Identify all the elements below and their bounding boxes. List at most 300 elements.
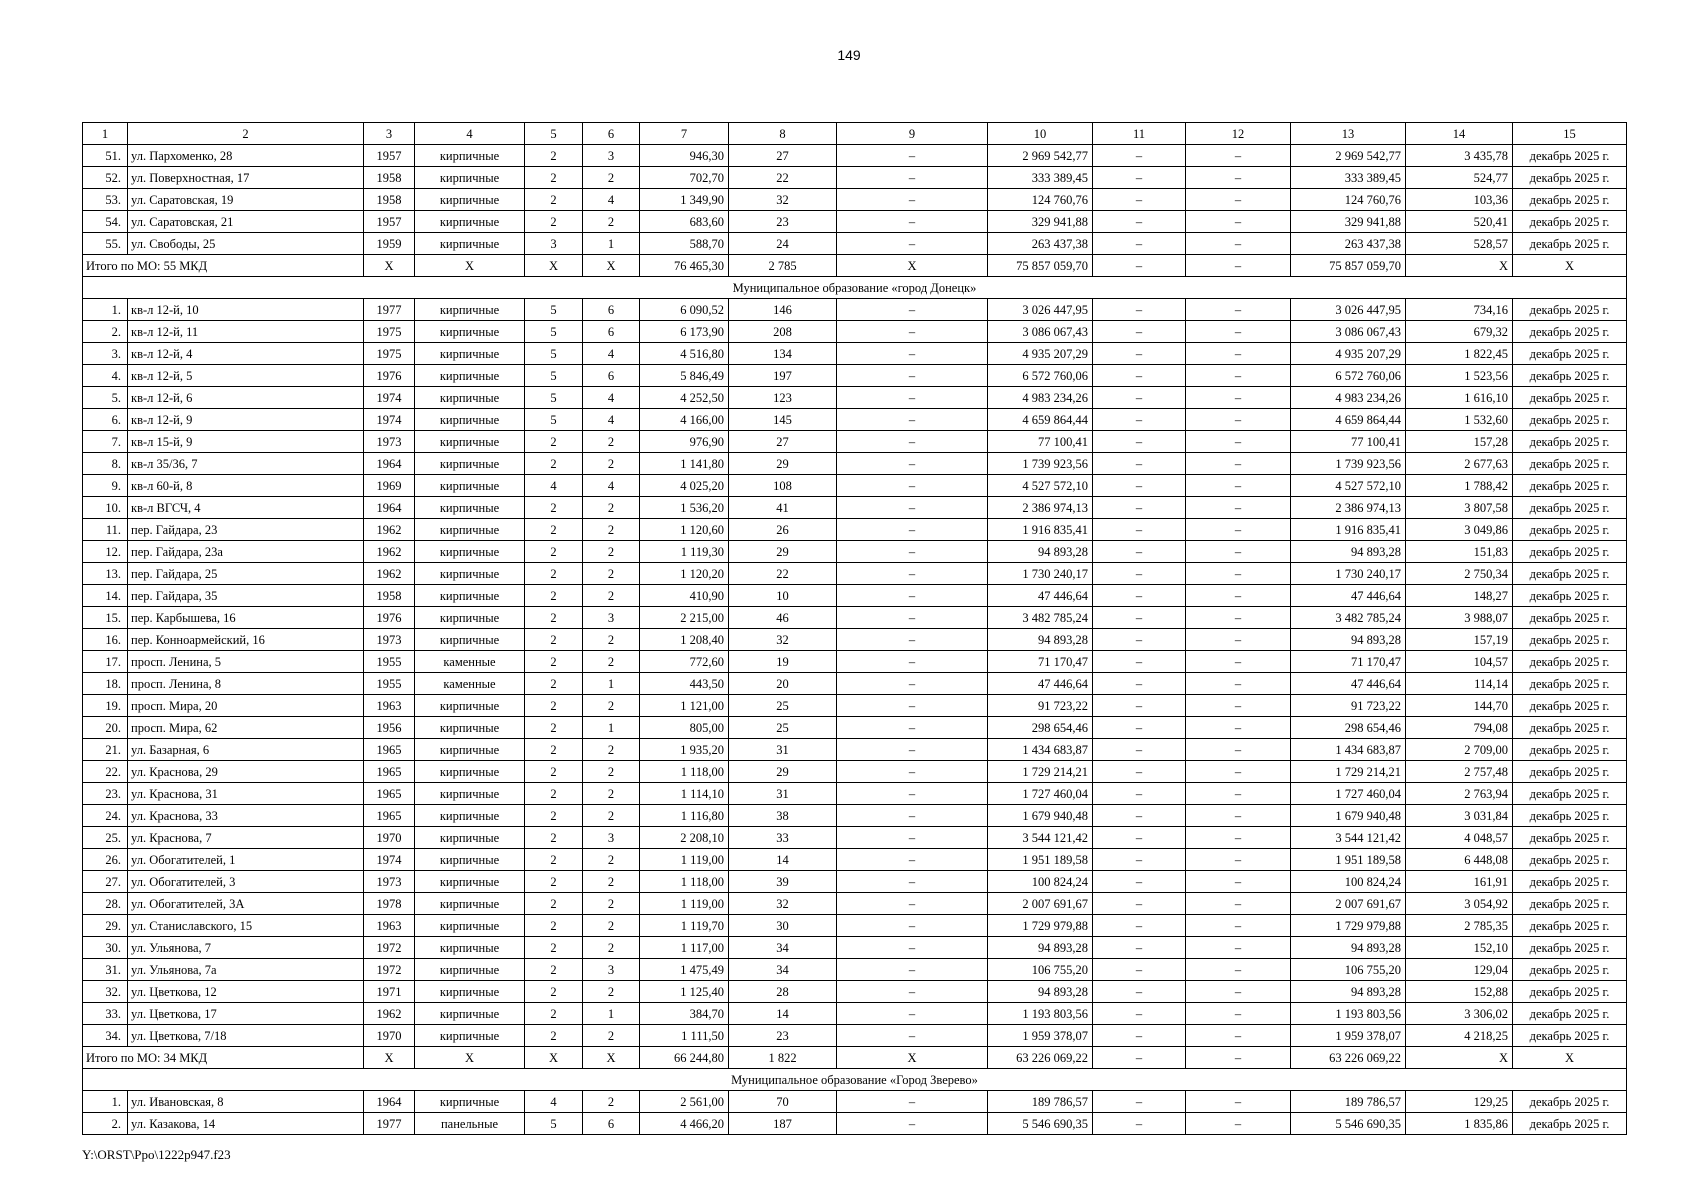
table-cell: 2 [583,585,640,607]
table-cell: ул. Поверхностная, 17 [128,167,364,189]
table-cell: – [1186,519,1291,541]
table-cell: 47 446,64 [988,585,1093,607]
table-cell: 2 [583,893,640,915]
table-row [83,365,1627,387]
table-cell: кирпичные [415,827,525,849]
table-cell: 1977 [364,1113,415,1135]
table-row [83,431,1627,453]
table-cell: каменные [415,651,525,673]
table-cell: – [1093,871,1186,893]
total-cell: X [1513,1047,1627,1069]
table-cell: – [837,233,988,255]
table-cell: 189 786,57 [988,1091,1093,1113]
table-row [83,145,1627,167]
table-cell: 94 893,28 [1291,937,1406,959]
table-cell: 32 [729,629,837,651]
table-row [83,299,1627,321]
total-cell: X [1406,1047,1513,1069]
table-cell: 54. [83,211,128,233]
table-cell: кирпичные [415,849,525,871]
total-cell: 75 857 059,70 [1291,255,1406,277]
table-cell: – [1186,497,1291,519]
table-cell: – [837,563,988,585]
table-cell: – [1093,607,1186,629]
column-number-cell: 12 [1186,123,1291,145]
table-cell: кирпичные [415,365,525,387]
table-cell: 3 086 067,43 [1291,321,1406,343]
table-cell: – [1093,299,1186,321]
table-cell: кирпичные [415,343,525,365]
table-cell: декабрь 2025 г. [1513,585,1627,607]
table-cell: пер. Гайдара, 25 [128,563,364,585]
table-cell: 1 434 683,87 [988,739,1093,761]
table-row [83,937,1627,959]
table-cell: – [837,783,988,805]
table-cell: 5 846,49 [640,365,729,387]
total-cell: X [583,255,640,277]
table-cell: 1 434 683,87 [1291,739,1406,761]
table-cell: ул. Саратовская, 21 [128,211,364,233]
table-cell: 1 120,60 [640,519,729,541]
table-cell: – [837,1113,988,1135]
table-cell: декабрь 2025 г. [1513,475,1627,497]
table-cell: 2 [583,167,640,189]
table-cell: 6 [583,299,640,321]
table-cell: 2 [525,189,583,211]
table-cell: 1972 [364,937,415,959]
table-cell: 26 [729,519,837,541]
table-cell: 4 516,80 [640,343,729,365]
table-row [83,453,1627,475]
table-cell: 2 [583,937,640,959]
table-cell: 3 [583,827,640,849]
table-cell: – [1186,673,1291,695]
table-cell: кв-л 15-й, 9 [128,431,364,453]
table-cell: – [837,541,988,563]
table-cell: – [1093,321,1186,343]
table-cell: 1 679 940,48 [1291,805,1406,827]
table-cell: 6 173,90 [640,321,729,343]
table-cell: 3 544 121,42 [1291,827,1406,849]
table-cell: кирпичные [415,585,525,607]
table-cell: 2 [525,717,583,739]
table-cell: декабрь 2025 г. [1513,607,1627,629]
table-cell: 2 969 542,77 [1291,145,1406,167]
table-cell: – [837,629,988,651]
table-cell: 71 170,47 [1291,651,1406,673]
table-row [83,805,1627,827]
table-cell: 157,19 [1406,629,1513,651]
table-cell: – [1186,959,1291,981]
table-cell: 22 [729,167,837,189]
total-cell: – [1186,255,1291,277]
table-cell: кирпичные [415,167,525,189]
table-cell: 734,16 [1406,299,1513,321]
table-cell: 1 119,30 [640,541,729,563]
table-cell: 2 [583,695,640,717]
table-cell: 2 [525,453,583,475]
table-cell: 47 446,64 [988,673,1093,695]
table-cell: – [1093,805,1186,827]
table-cell: 20 [729,673,837,695]
table-cell: 2. [83,321,128,343]
table-cell: 32 [729,189,837,211]
table-cell: 2 [525,1025,583,1047]
table-cell: 3 086 067,43 [988,321,1093,343]
table-cell: – [1186,211,1291,233]
table-cell: 1 951 189,58 [1291,849,1406,871]
table-cell: 24. [83,805,128,827]
total-cell: 75 857 059,70 [988,255,1093,277]
table-cell: 1962 [364,519,415,541]
column-number-cell: 10 [988,123,1093,145]
table-cell: 5 [525,299,583,321]
table-cell: декабрь 2025 г. [1513,651,1627,673]
table-cell: – [837,1003,988,1025]
table-cell: – [1186,1025,1291,1047]
table-cell: 1 727 460,04 [1291,783,1406,805]
table-cell: – [837,1025,988,1047]
table-row [83,519,1627,541]
table-cell: – [1186,431,1291,453]
table-cell: декабрь 2025 г. [1513,387,1627,409]
table-cell: – [837,1091,988,1113]
total-cell: X [837,1047,988,1069]
table-cell: 1 739 923,56 [1291,453,1406,475]
table-cell: 46 [729,607,837,629]
table-cell: 4 048,57 [1406,827,1513,849]
table-cell: 2 [583,849,640,871]
table-cell: – [1186,233,1291,255]
table-cell: 524,77 [1406,167,1513,189]
table-cell: – [1093,893,1186,915]
table-cell: 94 893,28 [988,629,1093,651]
table-cell: 157,28 [1406,431,1513,453]
table-cell: – [1093,541,1186,563]
table-cell: 2 [583,211,640,233]
table-cell: – [1093,497,1186,519]
table-cell: декабрь 2025 г. [1513,211,1627,233]
table-cell: декабрь 2025 г. [1513,629,1627,651]
table-cell: декабрь 2025 г. [1513,1113,1627,1135]
table-cell: 1 730 240,17 [988,563,1093,585]
table-cell: 2 215,00 [640,607,729,629]
table-cell: 27. [83,871,128,893]
table-cell: 152,88 [1406,981,1513,1003]
table-cell: ул. Ивановская, 8 [128,1091,364,1113]
table-cell: 189 786,57 [1291,1091,1406,1113]
table-cell: кирпичные [415,695,525,717]
table-cell: ул. Свободы, 25 [128,233,364,255]
table-cell: 15. [83,607,128,629]
table-body [83,145,1627,1135]
table-cell: 1 959 378,07 [1291,1025,1406,1047]
table-cell: 3 031,84 [1406,805,1513,827]
table-cell: кв-л 60-й, 8 [128,475,364,497]
table-cell: 2 [525,585,583,607]
table-cell: – [1093,519,1186,541]
table-cell: – [1186,761,1291,783]
table-cell: – [837,343,988,365]
section-header-row [83,1069,1627,1091]
table-cell: 4 [583,189,640,211]
table-cell: 26. [83,849,128,871]
table-cell: 25. [83,827,128,849]
table-cell: – [1186,541,1291,563]
table-cell: 103,36 [1406,189,1513,211]
total-cell: 66 244,80 [640,1047,729,1069]
table-cell: 5 [525,387,583,409]
table-cell: ул. Саратовская, 19 [128,189,364,211]
table-cell: – [1093,409,1186,431]
table-cell: – [1093,387,1186,409]
table-cell: 29. [83,915,128,937]
table-cell: кирпичные [415,145,525,167]
table-row [83,871,1627,893]
table-cell: – [1093,1003,1186,1025]
table-cell: 2 [583,1025,640,1047]
table-cell: – [837,167,988,189]
table-cell: 124 760,76 [988,189,1093,211]
table-cell: – [837,827,988,849]
table-cell: – [1186,695,1291,717]
table-cell: 6 572 760,06 [1291,365,1406,387]
table-cell: 702,70 [640,167,729,189]
table-cell: 12. [83,541,128,563]
table-cell: 2 [583,871,640,893]
table-cell: – [1093,937,1186,959]
table-cell: 197 [729,365,837,387]
table-cell: пер. Гайдара, 23 [128,519,364,541]
table-cell: – [1093,695,1186,717]
table-cell: декабрь 2025 г. [1513,431,1627,453]
table-cell: 1. [83,1091,128,1113]
table-cell: кирпичные [415,321,525,343]
table-cell: 114,14 [1406,673,1513,695]
table-cell: 6 090,52 [640,299,729,321]
table-cell: 1 788,42 [1406,475,1513,497]
table-cell: 77 100,41 [988,431,1093,453]
table-cell: просп. Ленина, 5 [128,651,364,673]
table-cell: 2 [525,805,583,827]
table-cell: 2 [583,651,640,673]
table-cell: кирпичные [415,893,525,915]
column-number-cell: 4 [415,123,525,145]
table-cell: 1 536,20 [640,497,729,519]
table-row [83,1003,1627,1025]
table-cell: кирпичные [415,233,525,255]
table-cell: декабрь 2025 г. [1513,717,1627,739]
table-row [83,651,1627,673]
table-cell: – [1186,365,1291,387]
table-cell: – [1093,167,1186,189]
table-cell: – [837,849,988,871]
table-cell: 5 546 690,35 [1291,1113,1406,1135]
table-cell: 1 916 835,41 [988,519,1093,541]
table-cell: 94 893,28 [988,541,1093,563]
table-cell: 10. [83,497,128,519]
total-cell: – [1093,255,1186,277]
table-row [83,475,1627,497]
table-cell: каменные [415,673,525,695]
table-row [83,783,1627,805]
table-cell: 1 [583,233,640,255]
column-number-cell: 11 [1093,123,1186,145]
table-cell: 2 [583,981,640,1003]
table-cell: пер. Конноармейский, 16 [128,629,364,651]
table-cell: 2 [583,453,640,475]
table-cell: 94 893,28 [1291,629,1406,651]
table-cell: – [1186,607,1291,629]
table-cell: 5 [525,343,583,365]
table-cell: 1962 [364,563,415,585]
table-cell: – [1186,409,1291,431]
table-cell: 3 482 785,24 [988,607,1093,629]
table-cell: ул. Ульянова, 7 [128,937,364,959]
table-cell: 772,60 [640,651,729,673]
column-number-cell: 3 [364,123,415,145]
table-cell: 2 [525,871,583,893]
table-cell: 47 446,64 [1291,673,1406,695]
table-cell: – [1093,563,1186,585]
table-cell: 1962 [364,1003,415,1025]
table-cell: 2 [583,629,640,651]
table-cell: кв-л 12-й, 6 [128,387,364,409]
table-cell: декабрь 2025 г. [1513,915,1627,937]
table-cell: 1965 [364,805,415,827]
table-cell: 1 729 214,21 [1291,761,1406,783]
table-cell: 2 [583,1091,640,1113]
table-cell: ул. Базарная, 6 [128,739,364,761]
table-cell: – [1093,365,1186,387]
table-row [83,387,1627,409]
table-cell: 4 [583,475,640,497]
table-cell: 7. [83,431,128,453]
table-cell: – [1093,761,1186,783]
table-cell: декабрь 2025 г. [1513,761,1627,783]
table-cell: 31. [83,959,128,981]
table-cell: 1. [83,299,128,321]
table-cell: 34 [729,937,837,959]
table-cell: 1 193 803,56 [988,1003,1093,1025]
table-cell: декабрь 2025 г. [1513,563,1627,585]
table-cell: – [837,497,988,519]
table-cell: 2 [583,739,640,761]
table-cell: 2 [525,959,583,981]
table-cell: – [1093,849,1186,871]
table-cell: ул. Обогатителей, 3 [128,871,364,893]
table-cell: 1 116,80 [640,805,729,827]
table-cell: кирпичные [415,629,525,651]
table-row [83,761,1627,783]
table-cell: – [1093,959,1186,981]
table-cell: кирпичные [415,739,525,761]
table-cell: 4. [83,365,128,387]
table-cell: декабрь 2025 г. [1513,739,1627,761]
table-cell: кирпичные [415,519,525,541]
table-cell: – [1186,651,1291,673]
table-cell: 4 [525,475,583,497]
table-cell: 1963 [364,695,415,717]
table-cell: 152,10 [1406,937,1513,959]
table-row [83,607,1627,629]
table-cell: 1 193 803,56 [1291,1003,1406,1025]
table-cell: – [1093,717,1186,739]
table-cell: 5 [525,409,583,431]
table-cell: 4 [583,343,640,365]
table-cell: 4 466,20 [640,1113,729,1135]
total-cell: – [1186,1047,1291,1069]
table-cell: 4 527 572,10 [988,475,1093,497]
table-cell: декабрь 2025 г. [1513,959,1627,981]
table-cell: кирпичные [415,497,525,519]
table-cell: 1 [583,673,640,695]
table-cell: 1956 [364,717,415,739]
table-cell: декабрь 2025 г. [1513,871,1627,893]
table-cell: кирпичные [415,211,525,233]
table-cell: 2 [583,431,640,453]
table-cell: 4 983 234,26 [988,387,1093,409]
table-cell: 1 117,00 [640,937,729,959]
column-number-cell: 7 [640,123,729,145]
table-cell: 4 218,25 [1406,1025,1513,1047]
table-cell: 123 [729,387,837,409]
table-cell: кирпичные [415,959,525,981]
table-cell: кирпичные [415,189,525,211]
table-cell: декабрь 2025 г. [1513,299,1627,321]
table-cell: 2 208,10 [640,827,729,849]
table-cell: 53. [83,189,128,211]
table-cell: – [1186,387,1291,409]
table-cell: 805,00 [640,717,729,739]
table-cell: – [837,761,988,783]
table-cell: 34 [729,959,837,981]
table-cell: 2 [583,541,640,563]
table-row [83,1113,1627,1135]
table-row [83,739,1627,761]
table-cell: 100 824,24 [988,871,1093,893]
table-cell: 2 007 691,67 [1291,893,1406,915]
table-cell: 14. [83,585,128,607]
table-cell: ул. Цветкова, 12 [128,981,364,1003]
table-cell: 27 [729,145,837,167]
table-cell: 4 935 207,29 [1291,343,1406,365]
table-cell: 18. [83,673,128,695]
table-row [83,409,1627,431]
table-cell: 2 [525,981,583,1003]
total-row [83,255,1627,277]
table-cell: – [1186,343,1291,365]
table-cell: 3 482 785,24 [1291,607,1406,629]
table-cell: – [837,915,988,937]
table-cell: 16. [83,629,128,651]
table-cell: 187 [729,1113,837,1135]
column-number-cell: 1 [83,123,128,145]
total-cell: X [1513,255,1627,277]
table-cell: – [837,475,988,497]
table-cell: кирпичные [415,387,525,409]
table-cell: 1 119,00 [640,893,729,915]
table-cell: 33. [83,1003,128,1025]
total-row [83,1047,1627,1069]
table-row [83,343,1627,365]
total-cell: X [837,255,988,277]
table-cell: 1963 [364,915,415,937]
table-cell: 384,70 [640,1003,729,1025]
table-cell: 1962 [364,541,415,563]
table-cell: кирпичные [415,717,525,739]
table-cell: 94 893,28 [1291,981,1406,1003]
